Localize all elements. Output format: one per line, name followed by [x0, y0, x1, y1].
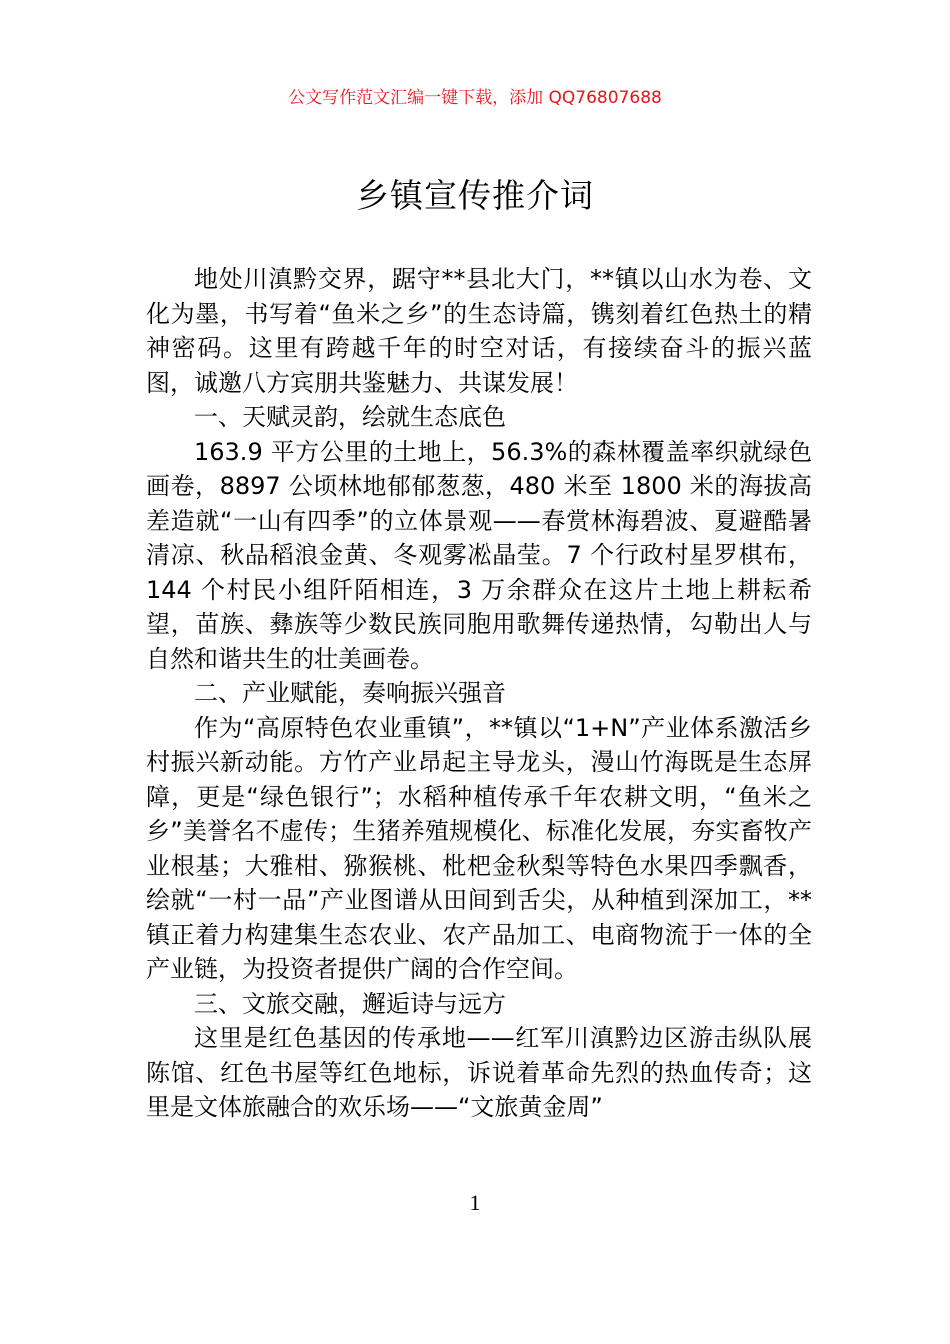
section-heading-3: 三、文旅交融，邂逅诗与远方 [194, 989, 506, 1018]
section-heading-1: 一、天赋灵韵，绘就生态底色 [194, 403, 506, 431]
page-number: 1 [469, 1190, 481, 1215]
section-paragraph-2: 作为“高原特色农业重镇”，**镇以“1+N”产业体系激活乡村振兴新动能。方竹产业昂起主导龙头，漫山竹海既是生态屏障，更是“绿色银行”；水稻种植传承千年农耕文明，“鱼米之乡”美誉名不虚传；生猪养殖规模化、标准化发展，夯实畜牧产业根基；大雅柑、猕猴桃、枇杷金秋梨等特色水果四季飘香，绘就“一村一品”产业图谱从田间到舌尖，从种植到深加工，**镇正着力构建集生态农业、农产品加工、电商物流于一体的全产业链，为投资者提供广阔的合作空间。 [146, 713, 812, 983]
download-notice: 公文写作范文汇编一键下载，添加 QQ76807688 [288, 88, 662, 108]
section-heading-2: 二、产业赋能，奏响振兴强音 [194, 679, 506, 707]
intro-paragraph: 地处川滇黔交界，踞守**县北大门，**镇以山水为卷、文化为墨，书写着“鱼米之乡”的生态诗篇，镌刻着红色热土的精神密码。这里有跨越千年的时空对话，有接续奋斗的振兴蓝图，诚邀八方宾朋共鉴魅力、共谋发展！ [146, 265, 812, 397]
page-title: 乡镇宣传推介词 [356, 176, 594, 215]
section-paragraph-1: 163.9 平方公里的土地上，56.3%的森林覆盖率织就绿色画卷，8897 公顷林地郁郁葱葱，480 米至 1800 米的海拔高差造就“一山有四季”的立体景观——春赏林海碧波、夏避酷暑清凉、秋品稻浪金黄、冬观雾凇晶莹。7 个行政村星罗棋布，144 个村民小组阡陌相连，3 万余群众在这片土地上耕耘希望，苗族、彝族等少数民族同胞用歌舞传递热情，勾勒出人与自然和谐共生的壮美画卷。 [146, 437, 812, 673]
document-body [146, 262, 812, 1125]
section-paragraph-3: 这里是红色基因的传承地——红军川滇黔边区游击纵队展陈馆、红色书屋等红色地标，诉说着革命先烈的热血传奇；这里是文体旅融合的欢乐场——“文旅黄金周” [146, 1024, 812, 1121]
